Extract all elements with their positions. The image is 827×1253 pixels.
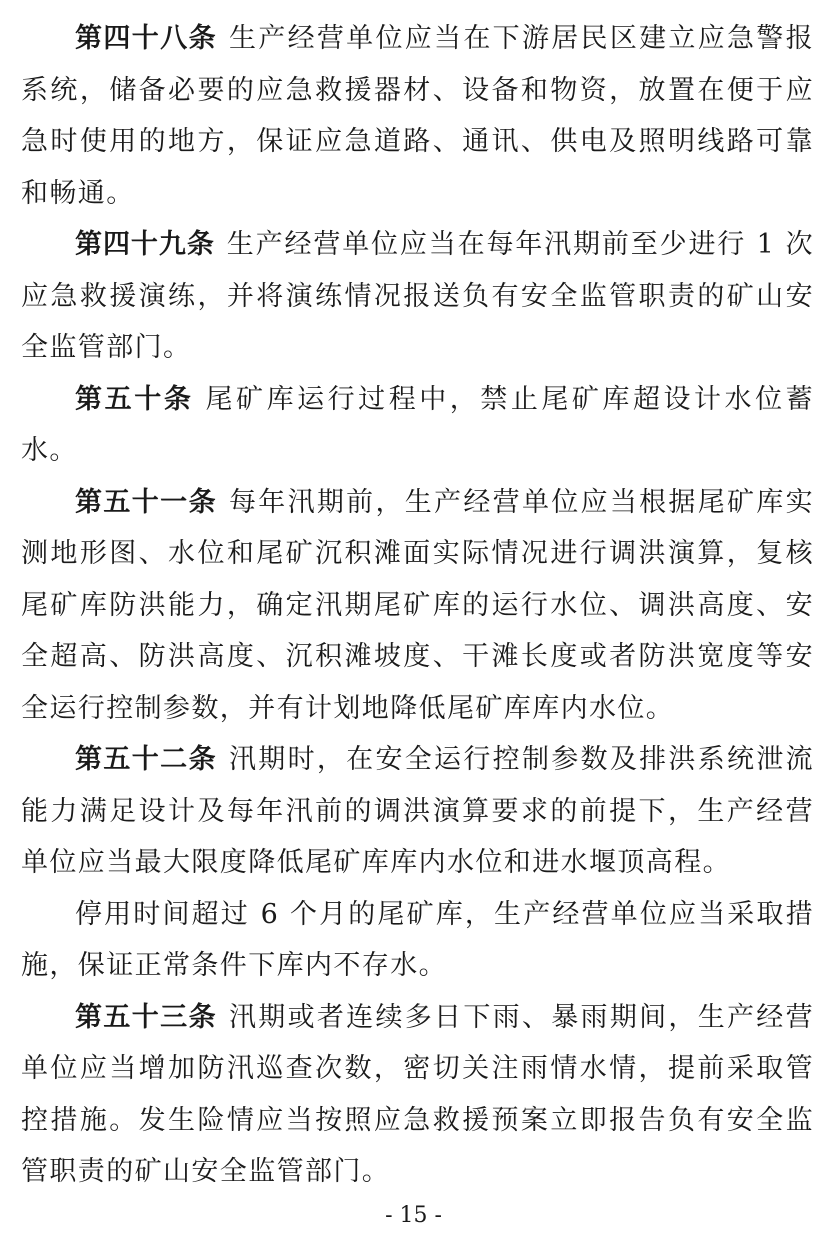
article-52-paragraph-2 bbox=[21, 889, 814, 992]
article-51 bbox=[21, 477, 814, 735]
article-text: 汛期或者连续多日下雨、暴雨期间，生产经营单位应当增加防汛巡查次数，密切关注雨情水情，提前采取管控措施。发生险情应当按照应急救援预案立即报告负有安全监管职责的矿山安全监管部门。 bbox=[21, 1001, 815, 1187]
article-text: 汛期时，在安全运行控制参数及排洪系统泄流能力满足设计及每年汛前的调洪演算要求的前提下，生产经营单位应当最大限度降低尾矿库库内水位和进水堰顶高程。 bbox=[21, 744, 815, 878]
article-48 bbox=[21, 13, 814, 219]
article-number: 第五十条 bbox=[75, 383, 194, 415]
article-number: 第四十八条 bbox=[75, 23, 217, 54]
article-50 bbox=[21, 374, 814, 477]
article-text: 生产经营单位应当在下游居民区建立应急警报系统，储备必要的应急救援器材、设备和物资，放置在便于应急时使用的地方，保证应急道路、通讯、供电及照明线路可靠和畅通。 bbox=[21, 23, 815, 209]
article-text: 停用时间超过 6 个月的尾矿库，生产经营单位应当采取措施，保证正常条件下库内不存水。 bbox=[21, 898, 814, 981]
article-number: 第五十一条 bbox=[75, 486, 217, 518]
article-text: 生产经营单位应当在每年汛期前至少进行 1 次应急救援演练，并将演练情况报送负有安全监管职责的矿山安全监管部门。 bbox=[21, 229, 814, 363]
article-number: 第五十三条 bbox=[75, 1001, 217, 1033]
article-52 bbox=[21, 734, 814, 889]
article-number: 第五十二条 bbox=[75, 744, 217, 775]
article-49 bbox=[21, 219, 814, 374]
article-text: 每年汛期前，生产经营单位应当根据尾矿库实测地形图、水位和尾矿沉积滩面实际情况进行调洪演算，复核尾矿库防洪能力，确定汛期尾矿库的运行水位、调洪高度、安全超高、防洪高度、沉积滩坡度、干滩长度或者防洪宽度等安全运行控制参数，并有计划地降低尾矿库库内水位。 bbox=[21, 486, 815, 724]
article-53 bbox=[21, 992, 814, 1198]
article-number: 第四十九条 bbox=[75, 229, 215, 260]
page-number: - 15 - bbox=[385, 1203, 442, 1228]
article-text: 尾矿库运行过程中，禁止尾矿库超设计水位蓄水。 bbox=[21, 383, 815, 466]
